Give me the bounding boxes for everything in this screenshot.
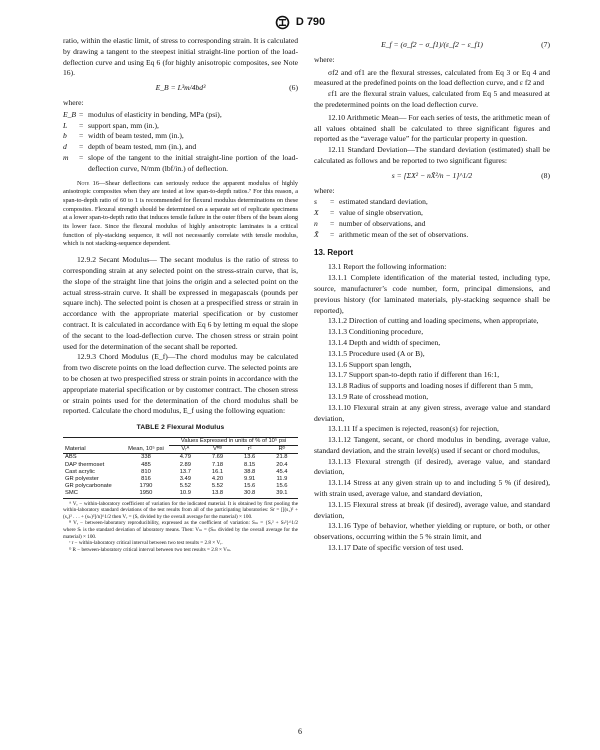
table-cell: 13.7: [179, 468, 191, 475]
table-col-header: Mean, 10⁵ psi: [128, 445, 164, 452]
table-col-header: Rᴰ: [278, 446, 286, 453]
table-footnote: ᴮ Vᵣ − between-laboratory reproducibility, expressed as the coefficient of variation: Sₘ = {Sᵣ² + Sₗ²}^1/2 where Sₗ is the standard deviation of laboratory means. Then: Vₘ = (Sₘ divided by the overall average for the material) × 100.: [63, 520, 298, 540]
def-text: arithmetic mean of the set of observations.: [339, 229, 469, 239]
report-item: 13.1.10 Flexural strain at any given stress, average value and standard deviation,: [314, 402, 550, 423]
where-label: where:: [63, 97, 84, 107]
table-cell: 9.91: [244, 475, 256, 482]
document-id: D 790: [295, 16, 326, 29]
table-cell: 4.79: [179, 454, 191, 461]
table-footnote: ᶜ r − within-laboratory critical interval between two test results = 2.8 × Vᵣ.: [69, 540, 223, 547]
table-row: [63, 469, 298, 476]
def-equals: =: [79, 131, 84, 141]
table-cell: GR polyester: [65, 475, 99, 482]
page-number: 6: [298, 727, 302, 736]
report-item: 13.1.17 Date of specific version of test used.: [328, 543, 464, 553]
table-cell: 38.8: [244, 468, 256, 475]
where-label: where:: [314, 185, 335, 195]
section-13-heading: 13. Report: [314, 247, 354, 257]
table-row: [63, 476, 298, 483]
table-cell: ABS: [65, 454, 77, 461]
table-cell: 39.1: [276, 490, 288, 497]
table-cell: 338: [141, 454, 151, 461]
table-footnote: ᴬ Vᵣ − within-laboratory coefficient of variation for the indicated material. It is obtained by first pooling the within-laboratory standard deviations of the test results from all of the participating laboratories: Sr = [[(s₁)² + (s₂)² . . . + (sₙ)²]/n]^1/2 then Vᵣ = (Sᵣ divided by the overall average for the material) × 100.: [63, 500, 298, 520]
table-cell: 15.6: [276, 483, 288, 490]
equation-8-expression: s = [ΣX² − nX̄²/n − 1]^1/2: [391, 170, 473, 180]
report-item: 13.1.12 Tangent, secant, or chord modulus in bending, average value, standard deviation, and the strain level(s) used if secant or chord modulus,: [314, 435, 550, 455]
def-text: depth of beam tested, mm (in.), and: [88, 142, 197, 152]
table-row: [63, 483, 298, 490]
def-symbol: n: [314, 218, 318, 228]
def-symbol: m: [63, 152, 69, 162]
page-header: [0, 13, 600, 31]
table-cell: 20.4: [276, 461, 288, 468]
def-equals: =: [330, 197, 335, 207]
eq6-definitions: [63, 110, 298, 175]
secant-modulus-paragraph: 12.9.2 Secant Modulus— The secant modulus is the ratio of stress to corresponding strain at any selected point on the stress-strain curve, that is, the slope of the straight line that joins the origin and a selected point on the actual stress-strain curve. It shall be expressed in megapascals (pounds per square inch). The selected point is chosen at a prespecified stress or strain in accordance with the appropriate material specification or by customer contract. It is calculated in accordance with Eq 6 by letting m equal the slope of the secant to the load-deflection curve. The chosen stress or strain point used for the determination of the secant shall be reported.: [63, 255, 298, 351]
table-col-header: Material: [65, 445, 86, 452]
equation-8: [314, 171, 550, 182]
def-text: estimated standard deviation,: [339, 197, 428, 207]
report-item: 13.1.7 Support span-to-depth ratio if different than 16:1,: [328, 370, 500, 380]
def-text: slope of the tangent to the initial straight-line portion of the load-deflection curve, N/mm (lbf/in.) of deflection.: [88, 152, 298, 173]
chord-modulus-paragraph: 12.9.3 Chord Modulus (E_f)—The chord modulus may be calculated from two discrete points on the load deflection curve. The selected points are to be chosen at two prespecified stress or strain points in accordance with the appropriate material specification or by customer contract. The chosen stress or strain points used for the determination of the chord modulus shall be reported. Calculate the chord modulus, E_f using the following equation:: [63, 352, 298, 416]
equation-7: [314, 40, 550, 51]
report-item: 13.1.4 Depth and width of specimen,: [328, 337, 441, 347]
where-label: where:: [314, 54, 335, 64]
report-item: 13.1.1 Complete identification of the material tested, including type, source, manufacturer’s code number, form, principal dimensions, and previous history (for laminated materials, ply-stacking sequence shall be reported),: [314, 273, 550, 315]
table-cell: 10.9: [179, 490, 191, 497]
report-item: 13.1.14 Stress at any given strain up to and including 5 % (if desired), with strain used, average value, and standard deviation,: [314, 478, 550, 499]
def-text: number of observations, and: [339, 218, 426, 228]
table-cell: 8.15: [244, 461, 256, 468]
sigma-definition: σf2 and σf1 are the flexural stresses, calculated from Eq 3 or Eq 4 and measured at the predefined points on the load deflection curve, and ε f2 and: [314, 67, 550, 88]
intro-paragraph: ratio, within the elastic limit, of stress to corresponding strain. It is calculated by drawing a tangent to the steepest initial straight-line portion of the load-deflection curve and using Eq 6 (for highly anisotropic composites, see Note 16).: [63, 36, 298, 78]
table-cell: 16.1: [211, 468, 224, 475]
note-16: [63, 180, 298, 250]
def-equals: =: [330, 218, 335, 228]
table-cell: GR polycarbonate: [65, 483, 112, 490]
table-cell: 15.6: [244, 483, 256, 490]
table-cell: 7.69: [211, 454, 224, 461]
table-cell: 3.49: [179, 475, 191, 482]
def-text: width of beam tested, mm (in.),: [88, 131, 184, 141]
table-2-title: TABLE 2 Flexural Modulus: [136, 424, 225, 432]
def-text: modulus of elasticity in bending, MPa (psi),: [88, 109, 222, 119]
table-cell: 21.8: [276, 454, 288, 461]
note-16-text: —Shear deflections can seriously reduce the apparent modulus of highly anisotropic composites when they are tested at low span-to-depth ratios.⁷ For this reason, a span-to-depth ratio of 60 to 1 is recommended for flexural modulus determinations on these composites. Flexural strength should be determined on a separate set of replicate specimens at a lower span-to-depth ratio that induces tensile failure in the outer fibers of the beam along its lower face. Since the flexural modulus of highly anisotropic laminates is a critical function of ply-stacking sequence, it will not necessarily correlate with tensile modulus, which is not stacking-sequence dependent.: [63, 179, 299, 248]
def-equals: =: [79, 142, 84, 152]
def-text: value of single observation,: [339, 208, 423, 218]
eq8-definitions: [314, 197, 550, 240]
report-item: 13.1.2 Direction of cutting and loading specimens, when appropriate,: [328, 316, 539, 326]
def-text: support span, mm (in.),: [88, 120, 159, 130]
equation-6-expression: E_B = L³m/4bd³: [155, 83, 206, 93]
table-col-header: Vᵣᴬ: [181, 446, 190, 453]
equation-6: [63, 83, 298, 94]
report-item: 13.1.6 Support span length,: [328, 359, 412, 369]
report-item: 13.1.13 Flexural strength (if desired), average value, and standard deviation,: [314, 456, 550, 477]
equation-7-expression: E_f = (σ_f2 − σ_f1)/(ε_f2 − ε_f1): [381, 40, 483, 49]
def-equals: =: [79, 109, 84, 119]
table-cell: SMC: [65, 490, 78, 497]
report-item: 13.1.5 Procedure used (A or B),: [328, 348, 425, 358]
def-symbol: X̄: [314, 229, 319, 239]
epsilon-definition: εf1 are the flexural strain values, calculated from Eq 5 and measured at the predetermined points on the load deflection curve.: [314, 89, 550, 109]
table-cell: 13.6: [244, 454, 256, 461]
table-row: [63, 454, 298, 462]
table-cell: 30.8: [244, 490, 256, 497]
table-cell: 45.4: [276, 468, 288, 475]
report-item: 13.1.3 Conditioning procedure,: [328, 327, 424, 337]
def-symbol: X: [314, 208, 319, 218]
def-equals: =: [330, 229, 335, 239]
equation-7-number: (7): [541, 40, 550, 49]
def-equals: =: [330, 208, 335, 218]
table-cell: Cast acrylic: [65, 468, 95, 475]
table-cell: 4.20: [211, 475, 224, 482]
table-cell: 7.18: [211, 461, 224, 468]
right-column: [314, 36, 550, 554]
table-cell: 816: [141, 475, 151, 482]
table-cell: 2.89: [179, 461, 191, 468]
equation-6-number: (6): [289, 83, 298, 93]
table-cell: 11.9: [276, 475, 288, 482]
def-symbol: L: [63, 120, 68, 130]
astm-logo-icon: [275, 15, 290, 30]
table-2-flexural-modulus: [63, 437, 298, 499]
def-symbol: s: [314, 197, 317, 207]
table-cell: 810: [141, 468, 151, 475]
table-cell: 485: [141, 461, 151, 468]
table-cell: 1790: [139, 483, 153, 490]
report-item: 13.1.16 Type of behavior, whether yielding or rupture, or both, or other observations, occurring within the 5 % strain limit, and: [314, 521, 550, 542]
table-group-header: Values Expressed in units of % of 10⁵ psi: [169, 437, 298, 445]
def-equals: =: [79, 152, 84, 162]
table-footnotes: [63, 501, 298, 554]
table-row: [63, 490, 298, 498]
table-col-header: rᶜ: [247, 446, 252, 453]
equation-8-number: (8): [541, 170, 550, 180]
standard-deviation-paragraph: 12.11 Standard Deviation—The standard deviation (estimated) shall be calculated as follows and be reported to two significant figures:: [314, 145, 550, 165]
left-column: [63, 36, 298, 553]
table-col-header: Vᴿᴮ: [213, 446, 222, 453]
table-cell: 5.52: [179, 483, 191, 490]
table-cell: 5.52: [211, 483, 224, 490]
report-item: 13.1.8 Radius of supports and loading noses if different than 5 mm,: [328, 381, 533, 391]
table-cell: 13.8: [211, 490, 224, 497]
note-16-lead: Note 16: [77, 179, 99, 187]
table-cell: DAP thermoset: [65, 461, 105, 468]
table-row: [63, 462, 298, 469]
report-item: 13.1.15 Flexural stress at break (if desired), average value, and standard deviation,: [314, 499, 550, 520]
def-equals: =: [79, 120, 84, 130]
arithmetic-mean-paragraph: 12.10 Arithmetic Mean— For each series of tests, the arithmetic mean of all values obtained shall be calculated to three significant figures and reported as the “average value” for the particular property in question.: [314, 112, 550, 144]
def-symbol: d: [63, 142, 67, 152]
table-footnote: ᴰ R − between-laboratory critical interval between two test results = 2.8 × Vₘ.: [69, 546, 232, 553]
def-symbol: b: [63, 131, 67, 141]
report-item: 13.1 Report the following information:: [328, 262, 447, 272]
def-symbol: E_B: [63, 109, 77, 119]
report-item: 13.1.11 If a specimen is rejected, reason(s) for rejection,: [328, 424, 499, 434]
table-cell: 1950: [139, 490, 153, 497]
report-item: 13.1.9 Rate of crosshead motion,: [328, 391, 429, 401]
